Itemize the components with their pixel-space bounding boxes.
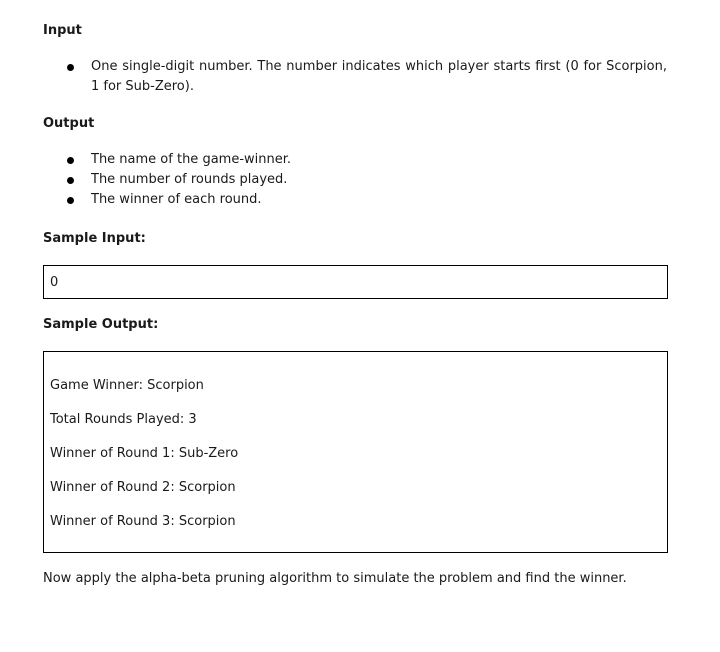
bullet-icon	[67, 64, 74, 71]
list-item	[43, 150, 667, 170]
sample-input-box	[43, 265, 668, 299]
sample-output-line: Winner of Round 2: Scorpion	[50, 480, 236, 495]
bullet-icon	[67, 197, 74, 204]
sample-output-heading: Sample Output:	[43, 317, 159, 332]
sample-input-value: 0	[50, 275, 59, 290]
input-heading: Input	[43, 23, 82, 38]
input-bullet-list	[43, 57, 667, 97]
output-bullet-text: The name of the game-winner.	[91, 152, 292, 167]
sample-input-heading: Sample Input:	[43, 231, 146, 246]
list-item	[43, 170, 667, 190]
output-bullet-text: The winner of each round.	[91, 192, 262, 207]
sample-output-line: Winner of Round 1: Sub-Zero	[50, 446, 239, 461]
bullet-icon	[67, 157, 74, 164]
footer-instruction: Now apply the alpha-beta pruning algorithm to simulate the problem and find the winner.	[43, 571, 627, 586]
sample-output-line: Total Rounds Played: 3	[50, 412, 197, 427]
sample-output-box	[43, 351, 668, 553]
list-item	[43, 190, 667, 210]
bullet-icon	[67, 177, 74, 184]
output-heading: Output	[43, 116, 95, 131]
output-bullet-list	[43, 150, 667, 210]
list-item	[43, 57, 667, 97]
output-bullet-text: The number of rounds played.	[91, 172, 288, 187]
sample-output-line: Winner of Round 3: Scorpion	[50, 514, 236, 529]
sample-output-line: Game Winner: Scorpion	[50, 378, 204, 393]
input-bullet-text: One single-digit number. The number indicates which player starts first (0 for Scorpion, 1 for Sub-Zero).	[91, 59, 667, 94]
